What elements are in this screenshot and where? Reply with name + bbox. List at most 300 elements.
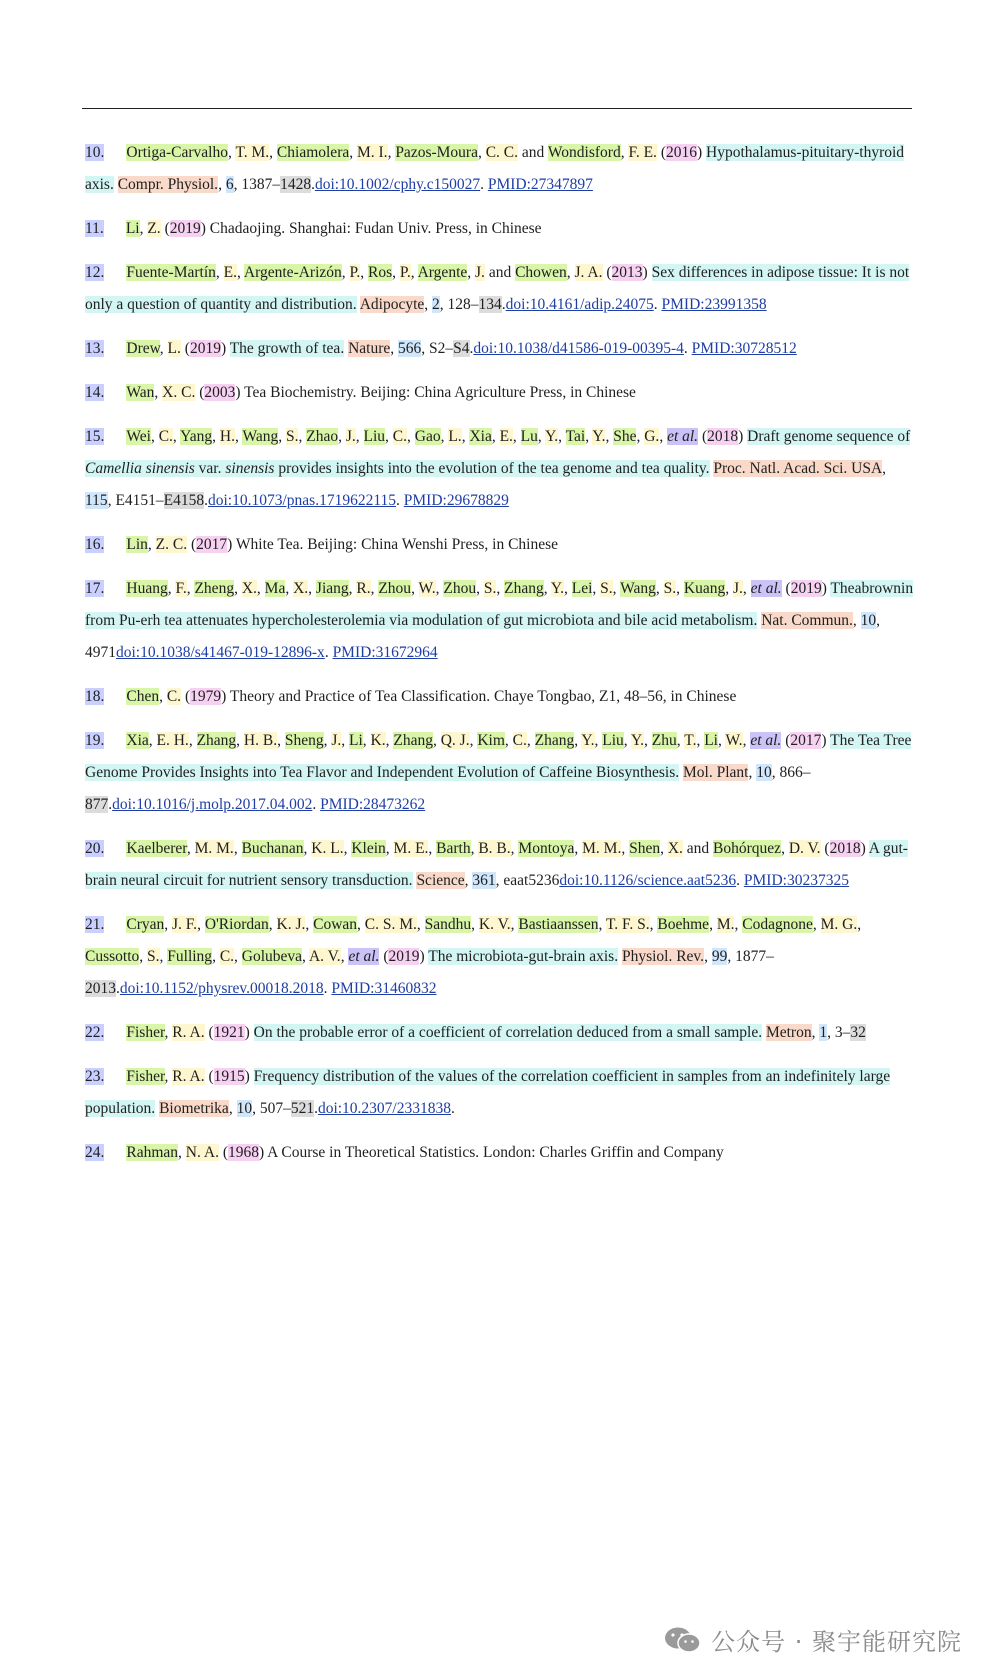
journal: Proc. Natl. Acad. Sci. USA: [713, 460, 883, 477]
text: ,: [435, 580, 444, 597]
author-surname: Wang: [620, 580, 656, 597]
author-initials: X. C.: [162, 384, 196, 401]
author-initials: E. H.: [156, 732, 189, 749]
reference-number: 24.: [85, 1144, 105, 1161]
text: (: [204, 1068, 214, 1085]
reference-link[interactable]: doi:10.1016/j.molp.2017.04.002: [112, 796, 313, 813]
text: .: [480, 176, 488, 193]
reference-item: [85, 725, 915, 821]
author-surname: Liu: [363, 428, 386, 445]
reference-link[interactable]: doi:10.1152/physrev.00018.2018: [119, 980, 324, 997]
author-surname: Li: [704, 732, 718, 749]
author-surname: Klein: [351, 840, 386, 857]
text: ,: [526, 732, 535, 749]
text: and: [484, 264, 516, 281]
reference-number: 19.: [85, 732, 105, 749]
text: ): [244, 1024, 254, 1041]
author-surname: Rahman: [126, 1144, 179, 1161]
text: ,: [428, 840, 437, 857]
author-surname: Codagnone: [742, 916, 813, 933]
text: ,: [558, 428, 566, 445]
text: and: [682, 840, 714, 857]
author-initials: Q. J.: [440, 732, 470, 749]
text: ,: [159, 948, 168, 965]
reference-link[interactable]: doi:10.1126/science.aat5236: [559, 872, 737, 889]
text: ,: [623, 732, 631, 749]
text: ,: [440, 428, 449, 445]
text: .: [314, 1100, 318, 1117]
reference-link[interactable]: PMID:27347897: [487, 176, 593, 193]
text: ,: [139, 220, 148, 237]
title: Hypothalamus-pituitary-thyroid axis.: [85, 144, 905, 193]
text: ,: [882, 460, 887, 477]
author-initials: G.: [644, 428, 660, 445]
author-initials: C. C.: [485, 144, 519, 161]
volume: 115: [85, 492, 108, 509]
author-surname: Fisher: [126, 1024, 165, 1041]
text: ): [244, 1068, 254, 1085]
text: .: [683, 340, 692, 357]
year: 1915: [213, 1068, 245, 1085]
text: ,: [349, 144, 357, 161]
reference-number: 13.: [85, 340, 105, 357]
volume: 10: [756, 764, 772, 781]
text: ,: [592, 580, 601, 597]
journal: Physiol. Rev.: [621, 948, 705, 965]
text: ,: [563, 580, 572, 597]
author-surname: Argente-Arizón: [243, 264, 342, 281]
author-surname: Shen: [629, 840, 661, 857]
text: ,: [504, 732, 513, 749]
text: (: [781, 732, 791, 749]
author-initials: T. F. S.: [605, 916, 650, 933]
text: ,: [148, 732, 157, 749]
author-initials: C. S. M.: [364, 916, 417, 933]
author-surname: Wondisford: [547, 144, 621, 161]
author-initials: X.: [241, 580, 257, 597]
author-surname: Ortiga-Carvalho: [126, 144, 228, 161]
text: , S2–: [421, 340, 454, 357]
author-surname: Boehme: [657, 916, 710, 933]
author-surname: O'Riordan: [204, 916, 269, 933]
journal: Biometrika: [159, 1100, 229, 1117]
text: ): [738, 428, 748, 445]
author-initials: D. V.: [788, 840, 821, 857]
text: ,: [218, 176, 226, 193]
reference-item: [85, 1137, 915, 1169]
text: ,: [636, 428, 645, 445]
author-surname: Zhu: [651, 732, 677, 749]
text: ,: [178, 1144, 186, 1161]
author-surname: Wang: [242, 428, 279, 445]
text: .: [396, 492, 404, 509]
author-initials: Y.: [630, 732, 645, 749]
text: ,: [655, 580, 664, 597]
text: .: [116, 980, 120, 997]
author-initials: S.: [285, 428, 299, 445]
reference-link[interactable]: doi:10.1038/s41467-019-12896-x: [116, 644, 325, 661]
text: ,: [277, 732, 285, 749]
end-page: 1428: [280, 176, 312, 193]
text: ,: [461, 428, 470, 445]
author-initials: M. M.: [582, 840, 622, 857]
text: ,: [621, 840, 630, 857]
text: ): [419, 948, 429, 965]
text: ,: [268, 916, 277, 933]
text: ,: [696, 732, 705, 749]
text: (: [160, 220, 170, 237]
author-surname: Pazos-Moura: [395, 144, 478, 161]
author-initials: S.: [600, 580, 613, 597]
text: ,: [302, 948, 309, 965]
text: ,: [660, 840, 668, 857]
author-initials: W.: [725, 732, 743, 749]
author-surname: Jiang: [315, 580, 349, 597]
text: (: [698, 428, 708, 445]
text: ) A Course in Theoretical Statistics. London: Charles Griffin and Company: [259, 1144, 724, 1161]
author-surname: Fisher: [126, 1068, 165, 1085]
reference-link[interactable]: PMID:28473262: [320, 796, 426, 813]
author-surname: Lin: [126, 536, 148, 553]
author-surname: Sandhu: [424, 916, 472, 933]
author-initials: J. F.: [172, 916, 198, 933]
journal: Science: [416, 872, 465, 889]
text: (: [218, 1144, 228, 1161]
year: 1979: [190, 688, 222, 705]
title: Theabrownin from Pu-erh tea attenuates hypercholesterolemia via modulation of gut microbiota and bile acid metabolism.: [85, 580, 914, 629]
reference-item: [85, 1061, 915, 1125]
end-page: S4: [453, 340, 470, 357]
author-surname: Kuang: [683, 580, 726, 597]
text: ,: [139, 948, 148, 965]
text: (: [187, 536, 197, 553]
reference-link[interactable]: PMID:29678829: [403, 492, 509, 509]
text: ,: [612, 580, 621, 597]
author-surname: Zhao: [306, 428, 339, 445]
author-surname: Li: [349, 732, 363, 749]
text: ): [821, 732, 831, 749]
text: , 866–: [771, 764, 811, 781]
author-initials: H.: [219, 428, 235, 445]
text: ,: [411, 580, 419, 597]
text: (: [204, 1024, 214, 1041]
text: ,: [432, 732, 441, 749]
et-al: et al.: [750, 580, 782, 597]
reference-number: 18.: [85, 688, 105, 705]
author-surname: Sheng: [284, 732, 324, 749]
author-initials: X.: [293, 580, 309, 597]
text: ,: [407, 428, 415, 445]
author-surname: Zhang: [504, 580, 544, 597]
text: ,: [811, 1024, 820, 1041]
author-initials: J.: [345, 428, 356, 445]
text: ,: [234, 948, 242, 965]
text: ,: [605, 428, 614, 445]
author-initials: A. V.: [308, 948, 341, 965]
text: ,: [781, 840, 789, 857]
text: ,: [164, 916, 173, 933]
reference-number: 16.: [85, 536, 105, 553]
reference-link[interactable]: PMID:30237325: [743, 872, 849, 889]
text: ,: [348, 580, 357, 597]
text: ): [696, 144, 707, 161]
reference-number: 17.: [85, 580, 105, 597]
text: ,: [467, 264, 476, 281]
author-initials: C.: [392, 428, 408, 445]
reference-item: [85, 529, 915, 561]
reference-link[interactable]: doi:10.1002/cphy.c150027: [314, 176, 481, 193]
text: ) Theory and Practice of Tea Classification. Chaye Tongbao, Z1, 48–56, in Chinese: [221, 688, 737, 705]
text: .: [469, 340, 474, 357]
text: ,: [278, 428, 286, 445]
text: ,: [543, 580, 551, 597]
author-initials: M. M.: [194, 840, 234, 857]
end-page: 134: [478, 296, 502, 313]
text: ,: [717, 732, 726, 749]
year: 2017: [790, 732, 822, 749]
author-initials: F.: [175, 580, 187, 597]
text: ): [821, 580, 831, 597]
text: ,: [164, 1024, 173, 1041]
text: ,: [649, 916, 658, 933]
reference-list: [85, 137, 915, 1181]
author-initials: L.: [448, 428, 462, 445]
reference-link[interactable]: doi:10.1038/d41586-019-00395-4: [473, 340, 684, 357]
text: ,: [338, 428, 346, 445]
reference-item: [85, 573, 915, 669]
author-initials: Y.: [592, 428, 606, 445]
text: ,: [644, 732, 652, 749]
author-initials: C.: [158, 428, 173, 445]
author-surname: Barth: [436, 840, 471, 857]
reference-link[interactable]: PMID:31672964: [332, 644, 438, 661]
author-initials: T. M.: [235, 144, 270, 161]
text: ,: [709, 916, 717, 933]
year: 2003: [204, 384, 236, 401]
author-surname: Golubeva: [241, 948, 303, 965]
text: ,: [285, 580, 294, 597]
text: ,: [477, 144, 486, 161]
text: (: [602, 264, 612, 281]
text: ,: [186, 840, 195, 857]
author-initials: M. E.: [393, 840, 429, 857]
text: ,: [676, 732, 685, 749]
author-initials: E.: [223, 264, 238, 281]
text: , 507–: [252, 1100, 291, 1117]
text: (: [181, 688, 191, 705]
author-surname: Wan: [126, 384, 155, 401]
text: ,: [269, 144, 277, 161]
text: ) White Tea. Beijing: China Wenshi Press, in Chinese: [227, 536, 559, 553]
author-surname: Zhou: [443, 580, 477, 597]
text: ,: [748, 764, 757, 781]
text: ,: [390, 340, 398, 357]
text: ,: [510, 840, 519, 857]
author-initials: B. B.: [478, 840, 511, 857]
author-surname: Kaelberer: [126, 840, 187, 857]
author-initials: K. V.: [478, 916, 511, 933]
text: ,: [742, 580, 751, 597]
author-surname: She: [613, 428, 637, 445]
text: ,: [341, 264, 350, 281]
text: ,: [598, 916, 606, 933]
author-surname: Zheng: [194, 580, 235, 597]
author-initials: Y.: [550, 580, 564, 597]
year: 2019: [790, 580, 822, 597]
text: ,: [537, 428, 546, 445]
author-surname: Lu: [520, 428, 538, 445]
text: , 128–: [439, 296, 479, 313]
text: (: [379, 948, 389, 965]
top-rule: [82, 108, 912, 109]
author-surname: Huang: [126, 580, 168, 597]
author-initials: P.: [349, 264, 361, 281]
end-page: 521: [290, 1100, 315, 1117]
text: ,: [215, 264, 224, 281]
text: (: [820, 840, 830, 857]
text: .: [501, 296, 506, 313]
author-initials: Y.: [581, 732, 595, 749]
author-initials: M. G.: [820, 916, 858, 933]
reference-link[interactable]: doi:10.1073/pnas.1719622115: [208, 492, 397, 509]
text: ,: [355, 428, 364, 445]
author-surname: Buchanan: [241, 840, 304, 857]
text: ,: [620, 144, 629, 161]
author-initials: J.: [331, 732, 342, 749]
author-initials: Z. C.: [155, 536, 188, 553]
journal: Compr. Physiol.: [117, 176, 219, 193]
text: .: [204, 492, 208, 509]
author-initials: C.: [166, 688, 182, 705]
text: and: [518, 144, 548, 161]
text: ,: [159, 688, 167, 705]
volume: 10: [860, 612, 877, 629]
end-page: E4158: [163, 492, 205, 509]
text: ,: [574, 732, 582, 749]
text: , 3–: [827, 1024, 851, 1041]
text: ,: [172, 428, 181, 445]
text: ,: [147, 536, 156, 553]
reference-link[interactable]: PMID:31460832: [331, 980, 437, 997]
text: ,: [340, 948, 349, 965]
text: ,: [585, 428, 593, 445]
reference-item: [85, 833, 915, 897]
text: ,: [298, 428, 307, 445]
author-initials: S.: [147, 948, 160, 965]
author-surname: Tai: [565, 428, 586, 445]
journal: Adipocyte: [359, 296, 425, 313]
text: ,: [341, 732, 350, 749]
text: ): [220, 340, 230, 357]
text: ,: [566, 264, 575, 281]
author-initials: X.: [667, 840, 683, 857]
text: ,: [392, 264, 400, 281]
text: ,: [424, 296, 433, 313]
author-surname: Li: [125, 220, 140, 237]
author-surname: Lei: [571, 580, 593, 597]
text: ,: [704, 948, 712, 965]
reference-item: [85, 681, 915, 713]
text: ,: [491, 428, 500, 445]
author-initials: W.: [418, 580, 436, 597]
text: ,: [725, 580, 733, 597]
text: ,: [510, 916, 519, 933]
author-surname: Xia: [126, 732, 149, 749]
author-surname: Xia: [469, 428, 492, 445]
reference-link[interactable]: doi:10.4161/adip.24075: [505, 296, 654, 313]
author-initials: L.: [167, 340, 181, 357]
text: ,: [676, 580, 684, 597]
text: .: [311, 176, 315, 193]
text: ,: [470, 840, 479, 857]
author-initials: T.: [684, 732, 697, 749]
text: ,: [362, 732, 371, 749]
reference-link[interactable]: PMID:30728512: [691, 340, 797, 357]
author-initials: E.: [499, 428, 513, 445]
author-initials: K.: [370, 732, 386, 749]
reference-link[interactable]: PMID:23991358: [661, 296, 767, 313]
title: Draft genome sequence of: [747, 428, 911, 445]
author-surname: Chen: [126, 688, 160, 705]
author-surname: Zhang: [393, 732, 433, 749]
author-surname: Argente: [417, 264, 468, 281]
title: On the probable error of a coefficient of correlation deduced from a small sample.: [253, 1024, 763, 1041]
author-initials: R. A.: [172, 1068, 205, 1085]
text: .: [108, 796, 113, 813]
reference-number: 11.: [85, 220, 104, 237]
text: ,: [512, 428, 521, 445]
text: ,: [476, 580, 484, 597]
journal: Nat. Commun.: [761, 612, 853, 629]
journal: Metron: [765, 1024, 812, 1041]
reference-number: 15.: [85, 428, 105, 445]
year: 2013: [611, 264, 643, 281]
author-surname: Montoya: [518, 840, 575, 857]
reference-item: [85, 1017, 915, 1049]
text: ,: [188, 732, 197, 749]
text: ,: [186, 580, 195, 597]
author-surname: Liu: [602, 732, 624, 749]
text: ,: [594, 732, 603, 749]
reference-number: 22.: [85, 1024, 105, 1041]
reference-link[interactable]: doi:10.2307/2331838: [317, 1100, 451, 1117]
text: , 1387–: [233, 176, 281, 193]
author-surname: Chiamolera: [276, 144, 350, 161]
text: ,: [236, 732, 244, 749]
text: ,: [659, 428, 668, 445]
et-al: et al.: [667, 428, 699, 445]
watermark: [663, 1622, 962, 1657]
title: Sex differences in adipose tissue: It is not only a question of quantity and distribution.: [85, 264, 910, 313]
text: ,: [385, 840, 394, 857]
text: ,: [385, 428, 393, 445]
text: (: [656, 144, 666, 161]
author-surname: Zhang: [534, 732, 575, 749]
text: ,: [410, 264, 418, 281]
author-initials: K. L.: [311, 840, 344, 857]
author-surname: Cryan: [126, 916, 165, 933]
text: .: [324, 644, 333, 661]
text: ,: [385, 732, 394, 749]
text: ,: [742, 732, 751, 749]
year: 2019: [169, 220, 201, 237]
title: A gut-brain neural circuit for nutrient sensory transduction.: [85, 840, 908, 889]
author-initials: K. J.: [276, 916, 306, 933]
reference-number: 12.: [85, 264, 105, 281]
reference-item: [85, 377, 915, 409]
reference-number: 14.: [85, 384, 105, 401]
text: .: [312, 796, 321, 813]
